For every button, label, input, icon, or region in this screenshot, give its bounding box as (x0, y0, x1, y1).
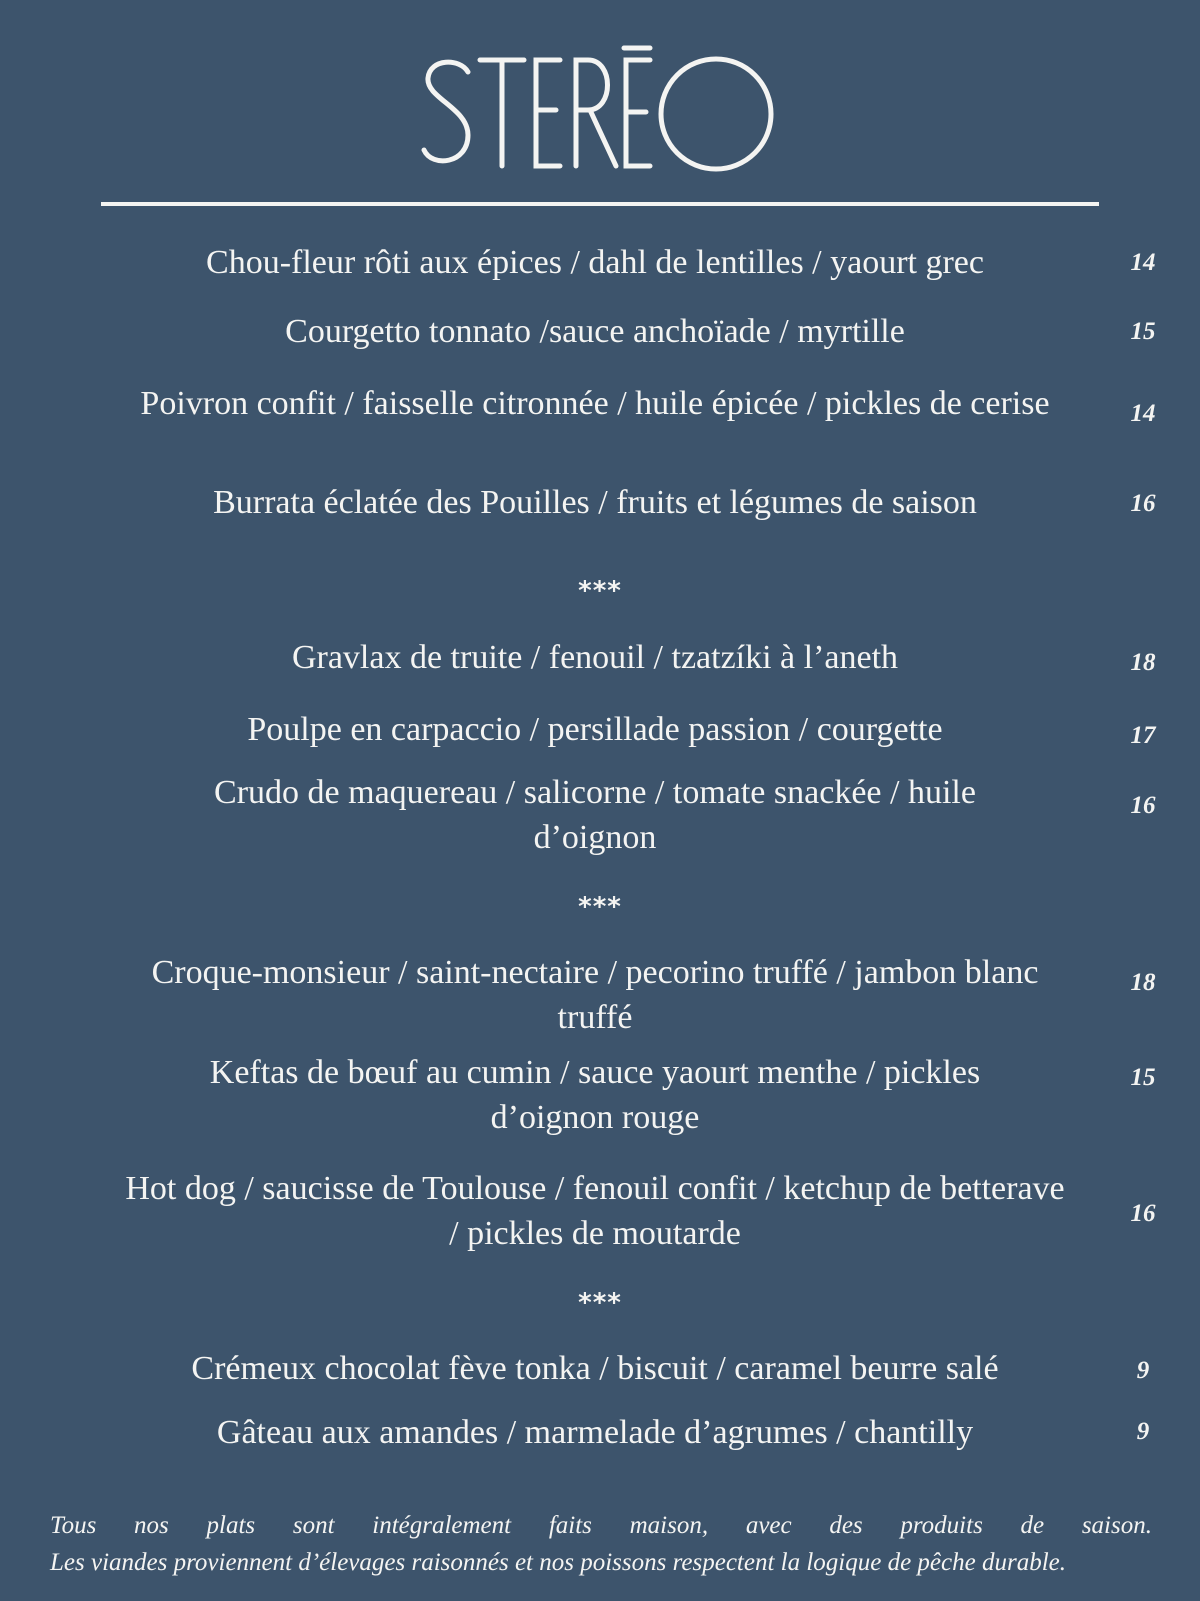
section-separator: *** (578, 1288, 622, 1318)
divider-line (101, 202, 1099, 206)
dish-price: 16 (1130, 490, 1156, 517)
stereo-logo (0, 40, 1200, 190)
dish-name: Poulpe en carpaccio / persillade passion / courgette (247, 711, 943, 748)
dish-price: 9 (1136, 1418, 1150, 1445)
dish-price: 18 (1130, 969, 1156, 996)
dish-price: 9 (1136, 1357, 1150, 1384)
footer-note-line-1: Tous nos plats sont intégralement faits maison, avec des produits de saison. (50, 1512, 1152, 1539)
section-separator: *** (578, 576, 622, 606)
footer-note-line-2: Les viandes proviennent d’élevages raisonnés et nos poissons respectent la logique de pêche durable. (50, 1549, 1066, 1576)
dish-price: 14 (1130, 400, 1156, 427)
dish-name: Gravlax de truite / fenouil / tzatzíki à l’aneth (291, 639, 899, 676)
dish-price: 15 (1130, 1064, 1156, 1091)
dish-name: Burrata éclatée des Pouilles / fruits et légumes de saison (213, 484, 977, 521)
dish-price: 14 (1130, 249, 1156, 276)
dish-name: Courgetto tonnato /sauce anchoïade / myrtille (285, 313, 905, 350)
dish-name: Crudo de maquereau / salicorne / tomate snackée / huile d’oignon (214, 774, 976, 856)
dish-name: Poivron confit / faisselle citronnée / huile épicée / pickles de cerise (140, 385, 1050, 422)
stereo-logo-mark (410, 40, 790, 190)
section-separator: *** (578, 892, 622, 922)
dish-name: Croque-monsieur / saint-nectaire / pecorino truffé / jambon blanc truffé (151, 954, 1039, 1036)
dish-name: Keftas de bœuf au cumin / sauce yaourt menthe / pickles d’oignon rouge (209, 1054, 981, 1136)
dish-name: Gâteau aux amandes / marmelade d’agrumes / chantilly (216, 1414, 974, 1451)
dish-price: 17 (1130, 722, 1156, 749)
dish-price: 15 (1130, 318, 1156, 345)
dish-price: 16 (1130, 792, 1156, 819)
dish-name: Hot dog / saucisse de Toulouse / fenouil confit / ketchup de betterave / pickles de moutarde (125, 1170, 1065, 1252)
dish-price: 18 (1130, 649, 1156, 676)
dish-price: 16 (1130, 1200, 1156, 1227)
dish-name: Chou-fleur rôti aux épices / dahl de lentilles / yaourt grec (206, 244, 984, 281)
dish-name: Crémeux chocolat fève tonka / biscuit / caramel beurre salé (191, 1350, 999, 1387)
